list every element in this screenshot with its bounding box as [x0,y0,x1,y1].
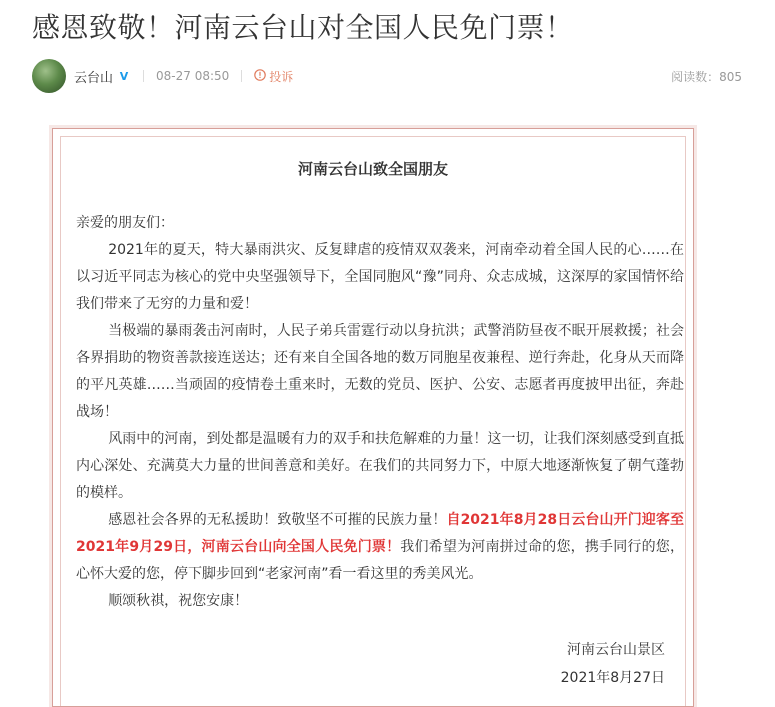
report-label: 投诉 [269,69,294,84]
report-link[interactable] [254,68,293,85]
publish-time: 08-27 08:50 [156,69,230,83]
letter-frame [52,128,694,707]
letter-signature: 河南云台山景区 [567,642,665,658]
letter-paragraph-3: 风雨中的河南，到处都是温暖有力的双手和扶危解难的力量！这一切，让我们深刻感受到直抵内心深处、充满莫大力量的世间善意和美好。在我们的共同努力下，中原大地逐渐恢复了朝气蓬勃的模样。 [76,431,684,501]
letter-paragraph-1: 2021年的夏天，特大暴雨洪灾、反复肆虐的疫情双双袭来，河南牵动着全国人民的心……在以习近平同志为核心的党中央坚强领导下，全国同胞风“豫”同舟、众志成城，这深厚的家国情怀给我们带来了无穷的力量和爱！ [76,242,684,312]
letter-date: 2021年8月27日 [560,670,665,686]
author-name[interactable]: 云台山 [74,70,114,86]
article-title: 感恩致敬！河南云台山对全国人民免门票！ [32,11,574,44]
free-ticket-highlight: 自2021年8月28日云台山开门迎客至2021年9月29日，河南云台山向全国人民免门票！ [76,512,684,555]
meta-divider [143,70,144,82]
warning-circle-icon [254,69,266,84]
paragraph-4-end: 我们希望为河南拼过命的您，携手同行的您，心怀大爱的您，停下脚步回到“老家河南”看一看这里的秀美风光。 [76,539,685,582]
read-count: 阅读数：805 [671,69,742,84]
meta-divider [241,70,242,82]
verified-badge-icon: V [119,69,129,83]
letter-paragraph-4 [76,507,684,588]
letter-body [76,210,684,615]
letter-closing: 顺颂秋祺，祝您安康！ [108,593,249,609]
author-avatar[interactable] [32,59,66,93]
paragraph-4-start: 感恩社会各界的无私援助！致敬坚不可摧的民族力量！ [108,512,447,528]
letter-inner-border [60,136,686,706]
letter-greeting: 亲爱的朋友们： [76,215,174,231]
letter-signature-block [561,636,665,692]
letter-title: 河南云台山致全国朋友 [297,160,448,178]
letter-paragraph-2: 当极端的暴雨袭击河南时，人民子弟兵雷霆行动以身抗洪；武警消防昼夜不眠开展救援；社会各界捐助的物资善款接连送达；还有来自全国各地的数万同胞星夜兼程、逆行奔赴，化身从天而降的平凡英雄……当顽固的疫情卷土重来时，无数的党员、医护、公安、志愿者再度披甲出征，奔赴战场！ [76,323,684,420]
article-meta [32,58,742,94]
